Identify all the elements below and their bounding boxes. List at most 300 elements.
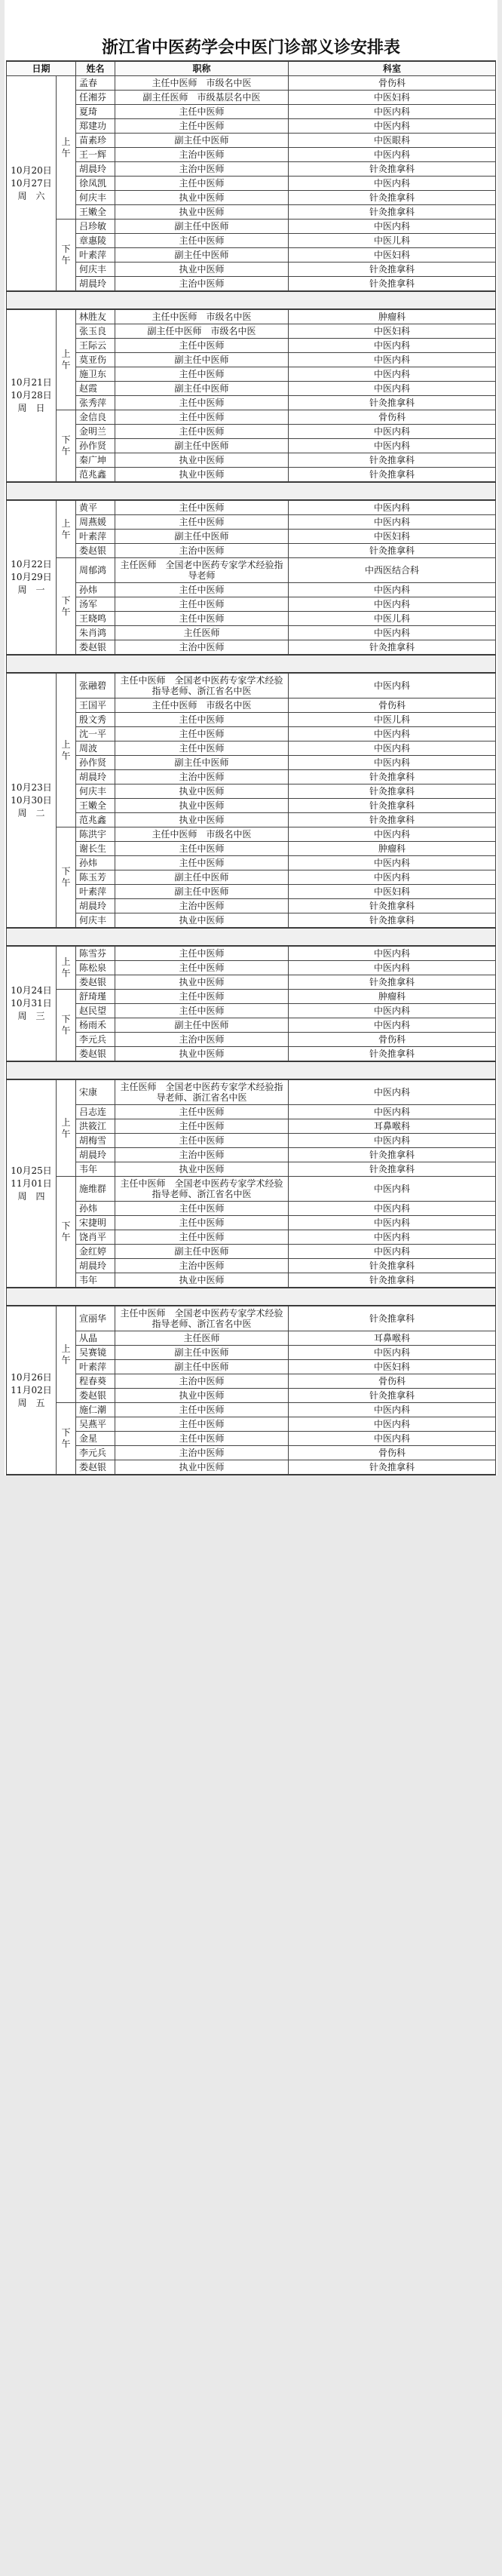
- table-row: [7, 784, 496, 799]
- date-cell: [7, 501, 57, 655]
- doctor-name: 吴燕平: [76, 1417, 115, 1432]
- doctor-title: 主任中医师 市级名中医: [115, 310, 289, 324]
- doctor-dept: 中医内科: [289, 439, 496, 453]
- doctor-title: 主任中医师: [115, 713, 289, 727]
- table-row: [7, 76, 496, 91]
- doctor-dept: 针灸推拿科: [289, 1259, 496, 1273]
- doctor-title: 主任中医师: [115, 597, 289, 612]
- day-block: [6, 60, 496, 292]
- table-row: [7, 626, 496, 640]
- table-row: [7, 468, 496, 482]
- doctor-name: 叶素萍: [76, 885, 115, 899]
- doctor-dept: 针灸推拿科: [289, 770, 496, 784]
- doctor-name: 胡晨玲: [76, 1148, 115, 1162]
- doctor-dept: 中医内科: [289, 353, 496, 367]
- doctor-name: 娄赵银: [76, 1047, 115, 1061]
- doctor-name: 胡梅雪: [76, 1134, 115, 1148]
- block-separator: [6, 929, 496, 945]
- doctor-name: 夏琦: [76, 105, 115, 119]
- doctor-name: 李元兵: [76, 1033, 115, 1047]
- doctor-dept: 针灸推拿科: [289, 191, 496, 205]
- day-block: [6, 1079, 496, 1288]
- doctor-name: 韦年: [76, 1273, 115, 1288]
- table-row: [7, 612, 496, 626]
- table-row: [7, 1374, 496, 1389]
- doctor-title: 执业中医师: [115, 191, 289, 205]
- block-separator: [6, 1062, 496, 1079]
- doctor-dept: 针灸推拿科: [289, 1273, 496, 1288]
- doctor-dept: 中医内科: [289, 1080, 496, 1105]
- date-line: 10月21日: [11, 377, 52, 388]
- table-row: [7, 899, 496, 913]
- table-row: [7, 698, 496, 713]
- table-row: [7, 191, 496, 205]
- doctor-name: 王嫩全: [76, 799, 115, 813]
- doctor-name: 陈玉芳: [76, 870, 115, 885]
- doctor-name: 金信良: [76, 410, 115, 425]
- table-row: [7, 1417, 496, 1432]
- block-separator: [6, 483, 496, 499]
- doctor-name: 谢长生: [76, 842, 115, 856]
- table-row: [7, 1389, 496, 1403]
- date-line: 周 五: [17, 1397, 45, 1408]
- doctor-dept: 中医内科: [289, 1216, 496, 1230]
- doctor-title: 主任中医师: [115, 105, 289, 119]
- doctor-name: 赵霞: [76, 382, 115, 396]
- table-row: [7, 1259, 496, 1273]
- table-row: [7, 727, 496, 741]
- doctor-title: 副主任中医师: [115, 1360, 289, 1374]
- doctor-title: 主任中医师 市级名中医: [115, 698, 289, 713]
- doctor-name: 周燕媛: [76, 515, 115, 530]
- date-cell: [7, 1080, 57, 1288]
- table-row: [7, 277, 496, 291]
- doctor-title: 主治中医师: [115, 1148, 289, 1162]
- date-line: 周 四: [17, 1190, 45, 1202]
- doctor-title: 主任中医师: [115, 515, 289, 530]
- date-cell: [7, 947, 57, 1061]
- doctor-name: 莫亚伤: [76, 353, 115, 367]
- doctor-name: 张融碧: [76, 674, 115, 698]
- doctor-name: 胡晨玲: [76, 277, 115, 291]
- doctor-name: 范兆鑫: [76, 813, 115, 827]
- table-row: [7, 263, 496, 277]
- doctor-title: 执业中医师: [115, 263, 289, 277]
- date-line: 周 一: [17, 585, 45, 595]
- doctor-name: 娄赵银: [76, 975, 115, 990]
- table-row: [7, 583, 496, 597]
- session-label: 上午: [57, 947, 76, 990]
- doctor-title: 主治中医师: [115, 148, 289, 162]
- doctor-dept: 中医内科: [289, 382, 496, 396]
- doctor-dept: 中医内科: [289, 1134, 496, 1148]
- doctor-name: 赵民望: [76, 1004, 115, 1018]
- doctor-name: 宋捷明: [76, 1216, 115, 1230]
- doctor-name: 周郁鸿: [76, 558, 115, 583]
- table-row: [7, 1273, 496, 1288]
- table-row: [7, 396, 496, 410]
- doctor-dept: 中医内科: [289, 1177, 496, 1202]
- doctor-title: 主任中医师: [115, 1216, 289, 1230]
- table-row: [7, 248, 496, 263]
- header-dept: 科室: [289, 62, 496, 76]
- doctor-name: 黄平: [76, 501, 115, 515]
- doctor-title: 执业中医师: [115, 1273, 289, 1288]
- table-row: [7, 367, 496, 382]
- doctor-name: 宣丽华: [76, 1306, 115, 1331]
- doctor-title: 副主任中医师: [115, 756, 289, 770]
- date-line: 10月26日: [11, 1371, 52, 1383]
- doctor-name: 孙作贤: [76, 756, 115, 770]
- doctor-name: 苗素珍: [76, 134, 115, 148]
- date-line: 10月29日: [11, 572, 52, 582]
- table-row: [7, 515, 496, 530]
- table-row: [7, 382, 496, 396]
- doctor-title: 主任中医师: [115, 425, 289, 439]
- doctor-name: 何庆丰: [76, 913, 115, 928]
- table-row: [7, 558, 496, 583]
- doctor-dept: 中医内科: [289, 339, 496, 353]
- doctor-title: 主治中医师: [115, 162, 289, 177]
- doctor-name: 施卫东: [76, 367, 115, 382]
- doctor-dept: 针灸推拿科: [289, 640, 496, 655]
- date-line: 10月23日: [11, 781, 52, 793]
- doctor-title: 主任中医师: [115, 1134, 289, 1148]
- doctor-name: 孟春: [76, 76, 115, 91]
- doctor-title: 主任中医师 全国老中医药专家学术经验指导老师、浙江省名中医: [115, 1306, 289, 1331]
- doctor-name: 周波: [76, 741, 115, 756]
- doctor-name: 娄赵银: [76, 1389, 115, 1403]
- session-label: 上午: [57, 1306, 76, 1403]
- doctor-dept: 中医内科: [289, 1346, 496, 1360]
- table-row: [7, 1403, 496, 1417]
- block-separator: [6, 1288, 496, 1305]
- table-row: [7, 1033, 496, 1047]
- doctor-title: 执业中医师: [115, 1460, 289, 1475]
- doctor-dept: 中医儿科: [289, 612, 496, 626]
- table-row: [7, 741, 496, 756]
- doctor-dept: 中医内科: [289, 515, 496, 530]
- table-row: [7, 947, 496, 961]
- doctor-dept: 针灸推拿科: [289, 544, 496, 558]
- doctor-dept: 中医内科: [289, 597, 496, 612]
- doctor-name: 林胜友: [76, 310, 115, 324]
- doctor-dept: 中医内科: [289, 1245, 496, 1259]
- doctor-dept: 中医妇科: [289, 91, 496, 105]
- schedule-table: [6, 500, 496, 655]
- doctor-title: 主任中医师: [115, 990, 289, 1004]
- doctor-title: 主任中医师: [115, 961, 289, 975]
- table-row: [7, 119, 496, 134]
- doctor-title: 执业中医师: [115, 1047, 289, 1061]
- doctor-title: 副主任中医师: [115, 1245, 289, 1259]
- doctor-dept: 针灸推拿科: [289, 1460, 496, 1475]
- doctor-dept: 中医内科: [289, 626, 496, 640]
- doctor-name: 胡晨玲: [76, 162, 115, 177]
- table-row: [7, 1202, 496, 1216]
- table-row: [7, 1216, 496, 1230]
- table-row: [7, 1018, 496, 1033]
- table-row: [7, 1004, 496, 1018]
- doctor-name: 施维群: [76, 1177, 115, 1202]
- doctor-title: 副主任中医师: [115, 870, 289, 885]
- doctor-name: 金红婷: [76, 1245, 115, 1259]
- table-row: [7, 975, 496, 990]
- date-cell: [7, 1306, 57, 1475]
- doctor-name: 何庆丰: [76, 191, 115, 205]
- table-row: [7, 1432, 496, 1446]
- doctor-title: 主任中医师: [115, 234, 289, 248]
- date-line: 10月24日: [11, 985, 52, 996]
- date-cell: [7, 674, 57, 928]
- doctor-name: 孙作贤: [76, 439, 115, 453]
- table-row: [7, 162, 496, 177]
- table-row: [7, 339, 496, 353]
- doctor-dept: 中医内科: [289, 947, 496, 961]
- doctor-name: 孙炜: [76, 583, 115, 597]
- table-row: [7, 1105, 496, 1119]
- date-line: 10月31日: [11, 998, 52, 1009]
- schedule-table: [6, 309, 496, 482]
- table-row: [7, 799, 496, 813]
- table-row: [7, 1177, 496, 1202]
- table-row: [7, 324, 496, 339]
- table-row: [7, 1162, 496, 1177]
- doctor-title: 主任中医师 市级名中医: [115, 827, 289, 842]
- date-cell: [7, 310, 57, 482]
- doctor-dept: 中医内科: [289, 727, 496, 741]
- header-row: [7, 62, 496, 76]
- doctor-title: 副主任中医师: [115, 439, 289, 453]
- doctor-dept: 中医内科: [289, 1432, 496, 1446]
- day-block: [6, 945, 496, 1062]
- doctor-dept: 肿瘤科: [289, 990, 496, 1004]
- table-row: [7, 1047, 496, 1061]
- doctor-title: 主任中医师: [115, 177, 289, 191]
- doctor-dept: 针灸推拿科: [289, 396, 496, 410]
- table-row: [7, 530, 496, 544]
- session-label: 上午: [57, 310, 76, 410]
- schedule-page: [5, 0, 497, 1475]
- doctor-name: 孙炜: [76, 1202, 115, 1216]
- doctor-dept: 中医内科: [289, 1417, 496, 1432]
- date-line: 11月02日: [11, 1384, 52, 1395]
- doctor-dept: 针灸推拿科: [289, 813, 496, 827]
- doctor-title: 主任中医师 全国老中医药专家学术经验指导老师、浙江省名中医: [115, 674, 289, 698]
- doctor-title: 主任中医师 市级名中医: [115, 76, 289, 91]
- doctor-title: 主任中医师: [115, 612, 289, 626]
- doctor-dept: 中医内科: [289, 148, 496, 162]
- doctor-name: 施仁潮: [76, 1403, 115, 1417]
- doctor-dept: 中医内科: [289, 1018, 496, 1033]
- doctor-dept: 骨伤科: [289, 410, 496, 425]
- session-label: 下午: [57, 220, 76, 291]
- doctor-name: 朱肖鸿: [76, 626, 115, 640]
- doctor-title: 主任中医师: [115, 842, 289, 856]
- doctor-title: 主任中医师: [115, 741, 289, 756]
- doctor-dept: 针灸推拿科: [289, 975, 496, 990]
- doctor-name: 洪筱江: [76, 1119, 115, 1134]
- doctor-dept: 中西医结合科: [289, 558, 496, 583]
- doctor-title: 执业中医师: [115, 453, 289, 468]
- table-row: [7, 453, 496, 468]
- doctor-name: 程春葵: [76, 1374, 115, 1389]
- doctor-name: 王一辉: [76, 148, 115, 162]
- doctor-title: 主任医师: [115, 1331, 289, 1346]
- doctor-dept: 中医内科: [289, 674, 496, 698]
- doctor-dept: 中医妇科: [289, 530, 496, 544]
- doctor-dept: 针灸推拿科: [289, 1306, 496, 1331]
- session-label: 下午: [57, 1177, 76, 1288]
- doctor-dept: 中医儿科: [289, 713, 496, 727]
- date-line: 周 日: [17, 403, 45, 413]
- doctor-dept: 中医儿科: [289, 234, 496, 248]
- doctor-title: 主治中医师: [115, 1374, 289, 1389]
- table-row: [7, 770, 496, 784]
- table-row: [7, 1119, 496, 1134]
- doctor-name: 吕志连: [76, 1105, 115, 1119]
- schedule-table: [6, 673, 496, 928]
- doctor-title: 主任中医师: [115, 583, 289, 597]
- doctor-dept: 针灸推拿科: [289, 899, 496, 913]
- doctor-title: 副主任中医师: [115, 248, 289, 263]
- doctor-name: 韦年: [76, 1162, 115, 1177]
- doctor-title: 主任中医师: [115, 1202, 289, 1216]
- session-label: 下午: [57, 558, 76, 655]
- doctor-name: 王晓鸣: [76, 612, 115, 626]
- doctor-name: 胡晨玲: [76, 770, 115, 784]
- doctor-name: 陈洪宇: [76, 827, 115, 842]
- doctor-dept: 中医内科: [289, 1202, 496, 1216]
- doctor-title: 主任中医师: [115, 501, 289, 515]
- doctor-dept: 中医内科: [289, 827, 496, 842]
- table-row: [7, 1148, 496, 1162]
- table-row: [7, 990, 496, 1004]
- doctor-dept: 中医内科: [289, 367, 496, 382]
- doctor-dept: 针灸推拿科: [289, 162, 496, 177]
- table-row: [7, 1346, 496, 1360]
- table-row: [7, 439, 496, 453]
- doctor-title: 执业中医师: [115, 799, 289, 813]
- doctor-name: 娄赵银: [76, 1460, 115, 1475]
- table-row: [7, 1080, 496, 1105]
- doctor-title: 主任中医师: [115, 1105, 289, 1119]
- doctor-dept: 针灸推拿科: [289, 784, 496, 799]
- table-row: [7, 842, 496, 856]
- doctor-title: 主任中医师: [115, 396, 289, 410]
- doctor-title: 主任医师 全国老中医药专家学术经验指导老师: [115, 558, 289, 583]
- doctor-name: 陈松泉: [76, 961, 115, 975]
- day-block: [6, 1305, 496, 1475]
- table-row: [7, 640, 496, 655]
- doctor-name: 张秀萍: [76, 396, 115, 410]
- table-row: [7, 885, 496, 899]
- doctor-title: 主治中医师: [115, 770, 289, 784]
- doctor-dept: 肿瘤科: [289, 310, 496, 324]
- doctor-name: 陈雪芬: [76, 947, 115, 961]
- doctor-dept: 中医眼科: [289, 134, 496, 148]
- table-row: [7, 827, 496, 842]
- doctor-title: 主任中医师: [115, 1004, 289, 1018]
- doctor-dept: 针灸推拿科: [289, 799, 496, 813]
- doctor-title: 副主任中医师: [115, 353, 289, 367]
- table-row: [7, 913, 496, 928]
- doctor-title: 主治中医师: [115, 1259, 289, 1273]
- doctor-title: 主任中医师: [115, 367, 289, 382]
- doctor-dept: 针灸推拿科: [289, 277, 496, 291]
- doctor-title: 副主任中医师: [115, 1346, 289, 1360]
- doctor-title: 执业中医师: [115, 784, 289, 799]
- table-row: [7, 91, 496, 105]
- doctor-dept: 耳鼻喉科: [289, 1119, 496, 1134]
- doctor-dept: 中医内科: [289, 220, 496, 234]
- doctor-name: 汤军: [76, 597, 115, 612]
- table-row: [7, 544, 496, 558]
- doctor-title: 执业中医师: [115, 205, 289, 220]
- doctor-dept: 针灸推拿科: [289, 1162, 496, 1177]
- table-row: [7, 177, 496, 191]
- doctor-title: 主任中医师: [115, 727, 289, 741]
- date-line: 10月25日: [11, 1165, 52, 1176]
- doctor-title: 副主任中医师: [115, 530, 289, 544]
- schedule-blocks: [5, 60, 497, 1475]
- doctor-dept: 骨伤科: [289, 1446, 496, 1460]
- doctor-dept: 骨伤科: [289, 698, 496, 713]
- doctor-dept: 中医内科: [289, 1105, 496, 1119]
- doctor-name: 饶肖平: [76, 1230, 115, 1245]
- doctor-dept: 中医内科: [289, 119, 496, 134]
- doctor-name: 张玉良: [76, 324, 115, 339]
- doctor-dept: 骨伤科: [289, 76, 496, 91]
- doctor-title: 副主任中医师: [115, 382, 289, 396]
- header-date: 日期: [7, 62, 76, 76]
- session-label: 下午: [57, 1403, 76, 1475]
- date-line: 10月22日: [11, 559, 52, 570]
- doctor-name: 王嫩全: [76, 205, 115, 220]
- doctor-name: 秦广坤: [76, 453, 115, 468]
- doctor-dept: 中医内科: [289, 177, 496, 191]
- table-row: [7, 856, 496, 870]
- doctor-name: 王际云: [76, 339, 115, 353]
- doctor-title: 执业中医师: [115, 1162, 289, 1177]
- schedule-table: [6, 1306, 496, 1475]
- date-line: 11月01日: [11, 1177, 52, 1189]
- doctor-title: 副主任医师 市级基层名中医: [115, 91, 289, 105]
- doctor-name: 吴赛镜: [76, 1346, 115, 1360]
- doctor-dept: 中医妇科: [289, 1360, 496, 1374]
- doctor-title: 主任中医师 全国老中医药专家学术经验指导老师、浙江省名中医: [115, 1177, 289, 1202]
- doctor-title: 执业中医师: [115, 975, 289, 990]
- table-row: [7, 134, 496, 148]
- doctor-dept: 针灸推拿科: [289, 1389, 496, 1403]
- session-label: 上午: [57, 1080, 76, 1177]
- doctor-name: 任湘芬: [76, 91, 115, 105]
- doctor-name: 李元兵: [76, 1446, 115, 1460]
- date-cell: [7, 76, 57, 291]
- doctor-title: 执业中医师: [115, 813, 289, 827]
- table-row: [7, 410, 496, 425]
- doctor-title: 主任中医师: [115, 1417, 289, 1432]
- doctor-dept: 中医内科: [289, 1004, 496, 1018]
- doctor-title: 副主任中医师 市级名中医: [115, 324, 289, 339]
- doctor-name: 娄赵银: [76, 640, 115, 655]
- doctor-name: 范兆鑫: [76, 468, 115, 482]
- header-title: 职称: [115, 62, 289, 76]
- session-label: 上午: [57, 501, 76, 558]
- doctor-name: 叶素萍: [76, 248, 115, 263]
- schedule-table: [6, 1079, 496, 1288]
- session-label: 下午: [57, 990, 76, 1061]
